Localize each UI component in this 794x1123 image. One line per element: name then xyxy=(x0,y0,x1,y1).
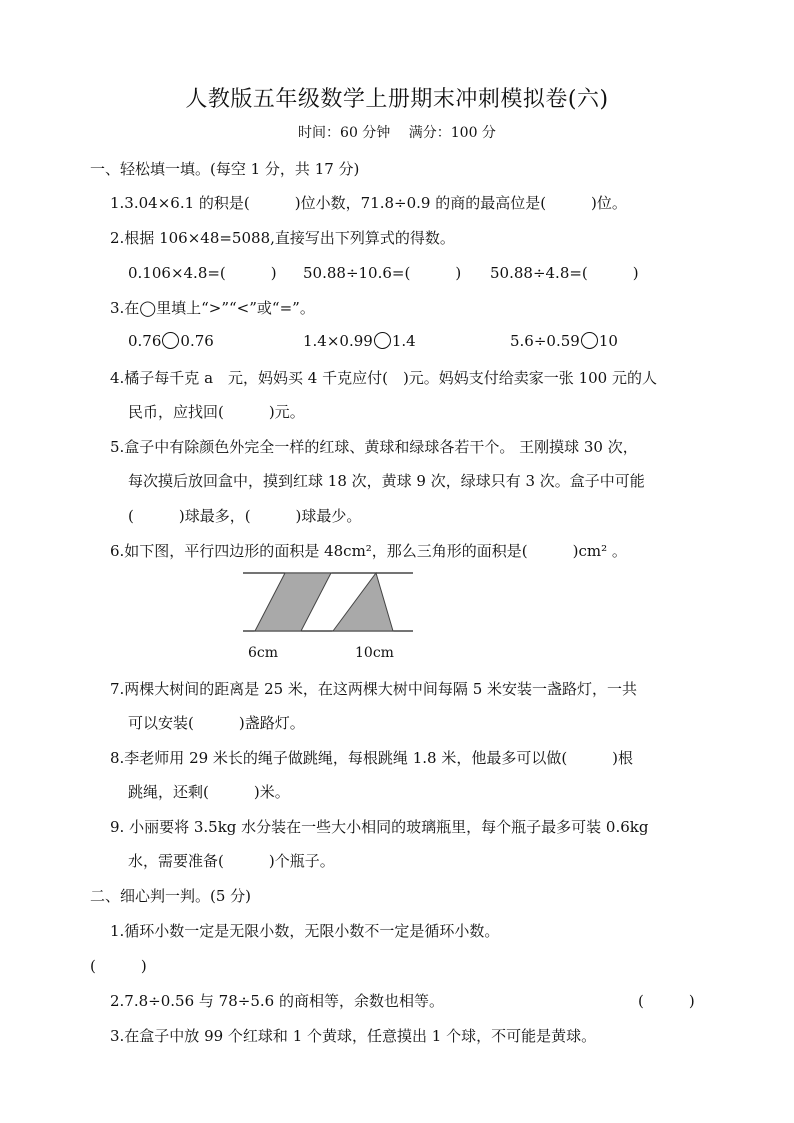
section-1-heading: 一、轻松填一填。(每空 1 分，共 17 分) xyxy=(90,160,360,178)
geometry-figure xyxy=(243,570,413,634)
question-1-7-line-2: 可以安装( )盏路灯。 xyxy=(128,714,305,732)
question-1-8-line-2: 跳绳，还剩( )米。 xyxy=(128,783,290,801)
question-1-3: 3.在◯里填上“>”“<”或“=”。 xyxy=(110,299,315,317)
question-1-4-line-2: 民币，应找回( )元。 xyxy=(128,403,305,421)
question-1-5-line-2: 每次摸后放回盒中，摸到红球 18 次，黄球 9 次，绿球只有 3 次。盒子中可能 xyxy=(128,472,645,490)
triangle-base-label: 10cm xyxy=(355,645,394,661)
compare-left: 0.76 xyxy=(128,332,162,350)
answer-paren[interactable]: ( ) xyxy=(90,957,147,975)
circle-blank-icon[interactable] xyxy=(581,332,598,349)
question-1-2-item: 0.106×4.8=( ) xyxy=(128,264,277,282)
triangle-shape xyxy=(333,573,393,631)
compare-right: 10 xyxy=(598,332,618,350)
compare-right: 0.76 xyxy=(180,332,214,350)
question-1-2: 2.根据 106×48=5088,直接写出下列算式的得数。 xyxy=(110,229,455,247)
circle-blank-icon[interactable] xyxy=(374,332,391,349)
question-1-2-item: 50.88÷4.8=( ) xyxy=(490,264,639,282)
question-1-7-line-1: 7.两棵大树间的距离是 25 米，在这两棵大树中间每隔 5 米安装一盏路灯，一共 xyxy=(110,680,638,698)
exam-info: 时间：60 分钟 满分：100 分 xyxy=(298,125,496,141)
question-1-4-line-1: 4.橘子每千克 a 元，妈妈买 4 千克应付( )元。妈妈支付给卖家一张 100 元的人 xyxy=(110,369,657,387)
question-1-5-line-1: 5.盒子中有除颜色外完全一样的红球、黄球和绿球各若干个。 王刚摸球 30 次， xyxy=(110,438,638,456)
question-2-3: 3.在盒子中放 99 个红球和 1 个黄球，任意摸出 1 个球，不可能是黄球。 xyxy=(110,1027,597,1045)
question-1-8-line-1: 8.李老师用 29 米长的绳子做跳绳，每根跳绳 1.8 米，他最多可以做( )根 xyxy=(110,749,634,767)
parallelogram-base-label: 6cm xyxy=(248,645,279,661)
compare-left: 5.6÷0.59 xyxy=(510,332,580,350)
compare-left: 1.4×0.99 xyxy=(303,332,373,350)
question-1-1: 1.3.04×6.1 的积是( )位小数，71.8÷0.9 的商的最高位是( )位。 xyxy=(110,194,627,212)
question-2-2: 2.7.8÷0.56 与 78÷5.6 的商相等，余数也相等。 xyxy=(110,992,444,1010)
compare-right: 1.4 xyxy=(391,332,416,350)
question-1-2-item: 50.88÷10.6=( ) xyxy=(303,264,462,282)
section-2-heading: 二、细心判一判。(5 分) xyxy=(90,887,252,905)
compare-item xyxy=(128,332,214,350)
answer-paren[interactable]: ( ) xyxy=(638,992,695,1010)
question-1-9-line-2: 水，需要准备( )个瓶子。 xyxy=(128,852,335,870)
question-2-1: 1.循环小数一定是无限小数，无限小数不一定是循环小数。 xyxy=(110,922,500,940)
question-1-6: 6.如下图，平行四边形的面积是 48cm²，那么三角形的面积是( )cm² 。 xyxy=(110,542,627,560)
circle-blank-icon[interactable] xyxy=(162,332,179,349)
page-title: 人教版五年级数学上册期末冲刺模拟卷(六) xyxy=(185,87,609,112)
compare-item xyxy=(510,332,618,350)
compare-item xyxy=(303,332,416,350)
question-1-5-line-3: ( )球最多，( )球最少。 xyxy=(128,507,362,525)
parallelogram-shape xyxy=(255,573,331,631)
question-1-9-line-1: 9. 小丽要将 3.5kg 水分装在一些大小相同的玻璃瓶里，每个瓶子最多可装 0.6kg xyxy=(110,818,649,836)
